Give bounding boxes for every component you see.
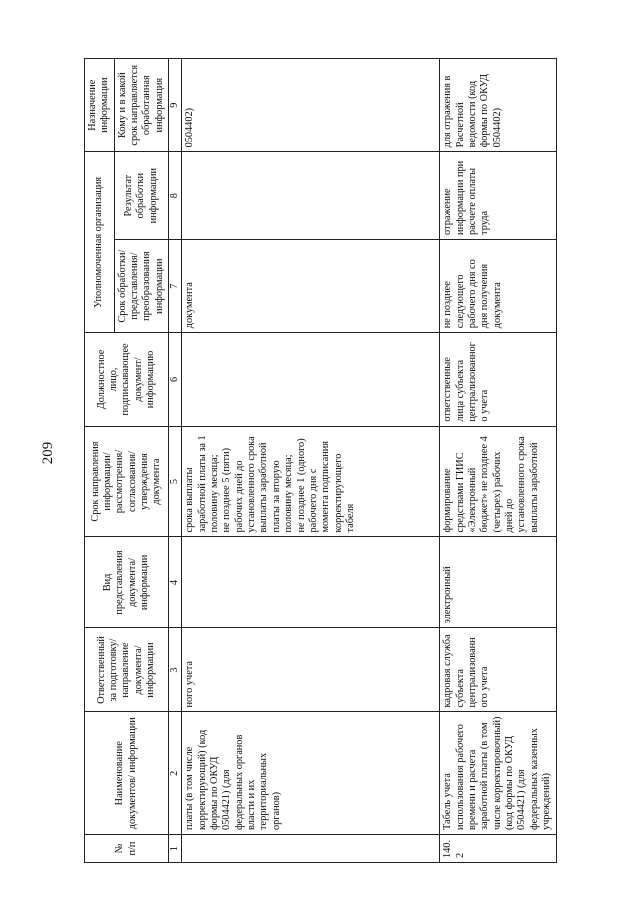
table-row: [440, 59, 556, 863]
header-official: Должностное лицо, подписывающее документ/ информацию: [85, 333, 169, 426]
header-processing-deadline: Срок обработки/ представления/ преобразования информации: [114, 239, 168, 332]
header-purpose: Назначение информации: [85, 59, 115, 152]
header-kind: Вид представления документа/ информации: [85, 537, 169, 628]
row-number: [182, 835, 440, 863]
header-document-name: Наименование документов/ информации: [85, 712, 169, 835]
header-number: № п/п: [85, 835, 169, 863]
header-row: [85, 59, 115, 863]
processing-result: отражение информации при расчете оплаты труда: [440, 152, 556, 240]
deadline: срока выплаты заработной платы за 1 половину месяца; не позднее 5 (пяти) рабочих дней до установленного срока выплаты заработной платы за вторую половину месяца; не позднее 1 (одного) рабочего дня с момента подписания корректирующего табеля: [182, 426, 440, 537]
column-number: 4: [169, 537, 182, 628]
column-number: 1: [169, 835, 182, 863]
column-number: 9: [169, 59, 182, 152]
purpose: для отражения в Расчетной ведомости (код формы по ОКУД 0504402): [440, 59, 556, 152]
column-number: 7: [169, 239, 182, 332]
official: ответственные лица субъекта централизованного учета: [440, 333, 556, 426]
document-name: Табель учета использования рабочего времени и расчета заработной платы (в том числе корректировочный) (код формы по ОКУД 0504421) (для федеральных казенных учреждений): [440, 712, 556, 835]
column-number: 3: [169, 628, 182, 712]
header-responsible: Ответственный за подготовку/ направление документа/ информации: [85, 628, 169, 712]
page-number: 209: [40, 441, 56, 465]
official: [182, 333, 440, 426]
header-deadline: Срок направления информации/ рассмотрения/ согласования/ утверждения документа: [85, 426, 169, 537]
column-number: 2: [169, 712, 182, 835]
processing-result: [182, 152, 440, 240]
document-table: [84, 58, 557, 863]
column-number: 8: [169, 152, 182, 240]
header-recipient: Кому и в какой срок направляется обработанная информация: [114, 59, 168, 152]
processing-deadline: не позднее следующего рабочего дня со дня получения документа: [440, 239, 556, 332]
header-authorized-organization: Уполномоченная организация: [85, 152, 115, 333]
rotated-page-content: [84, 58, 624, 863]
table-row: [182, 59, 440, 863]
row-number: 140.2: [440, 835, 556, 863]
purpose: 0504402): [182, 59, 440, 152]
responsible: ного учета: [182, 628, 440, 712]
column-number-row: [169, 59, 182, 863]
column-number: 5: [169, 426, 182, 537]
processing-deadline: документа: [182, 239, 440, 332]
kind: электронный: [440, 537, 556, 628]
responsible: кадровая служба субъекта централизованного учета: [440, 628, 556, 712]
header-processing-result: Результат обработки информации: [114, 152, 168, 240]
kind: [182, 537, 440, 628]
deadline: формирование средствами ГИИС «Электронный бюджет» не позднее 4 (четырех) рабочих дней до установленного срока выплаты заработной: [440, 426, 556, 537]
document-name: платы (в том числе корректирующий) (код формы по ОКУД 0504421) (для федеральных органов власти и их территориальных органов): [182, 712, 440, 835]
column-number: 6: [169, 333, 182, 426]
